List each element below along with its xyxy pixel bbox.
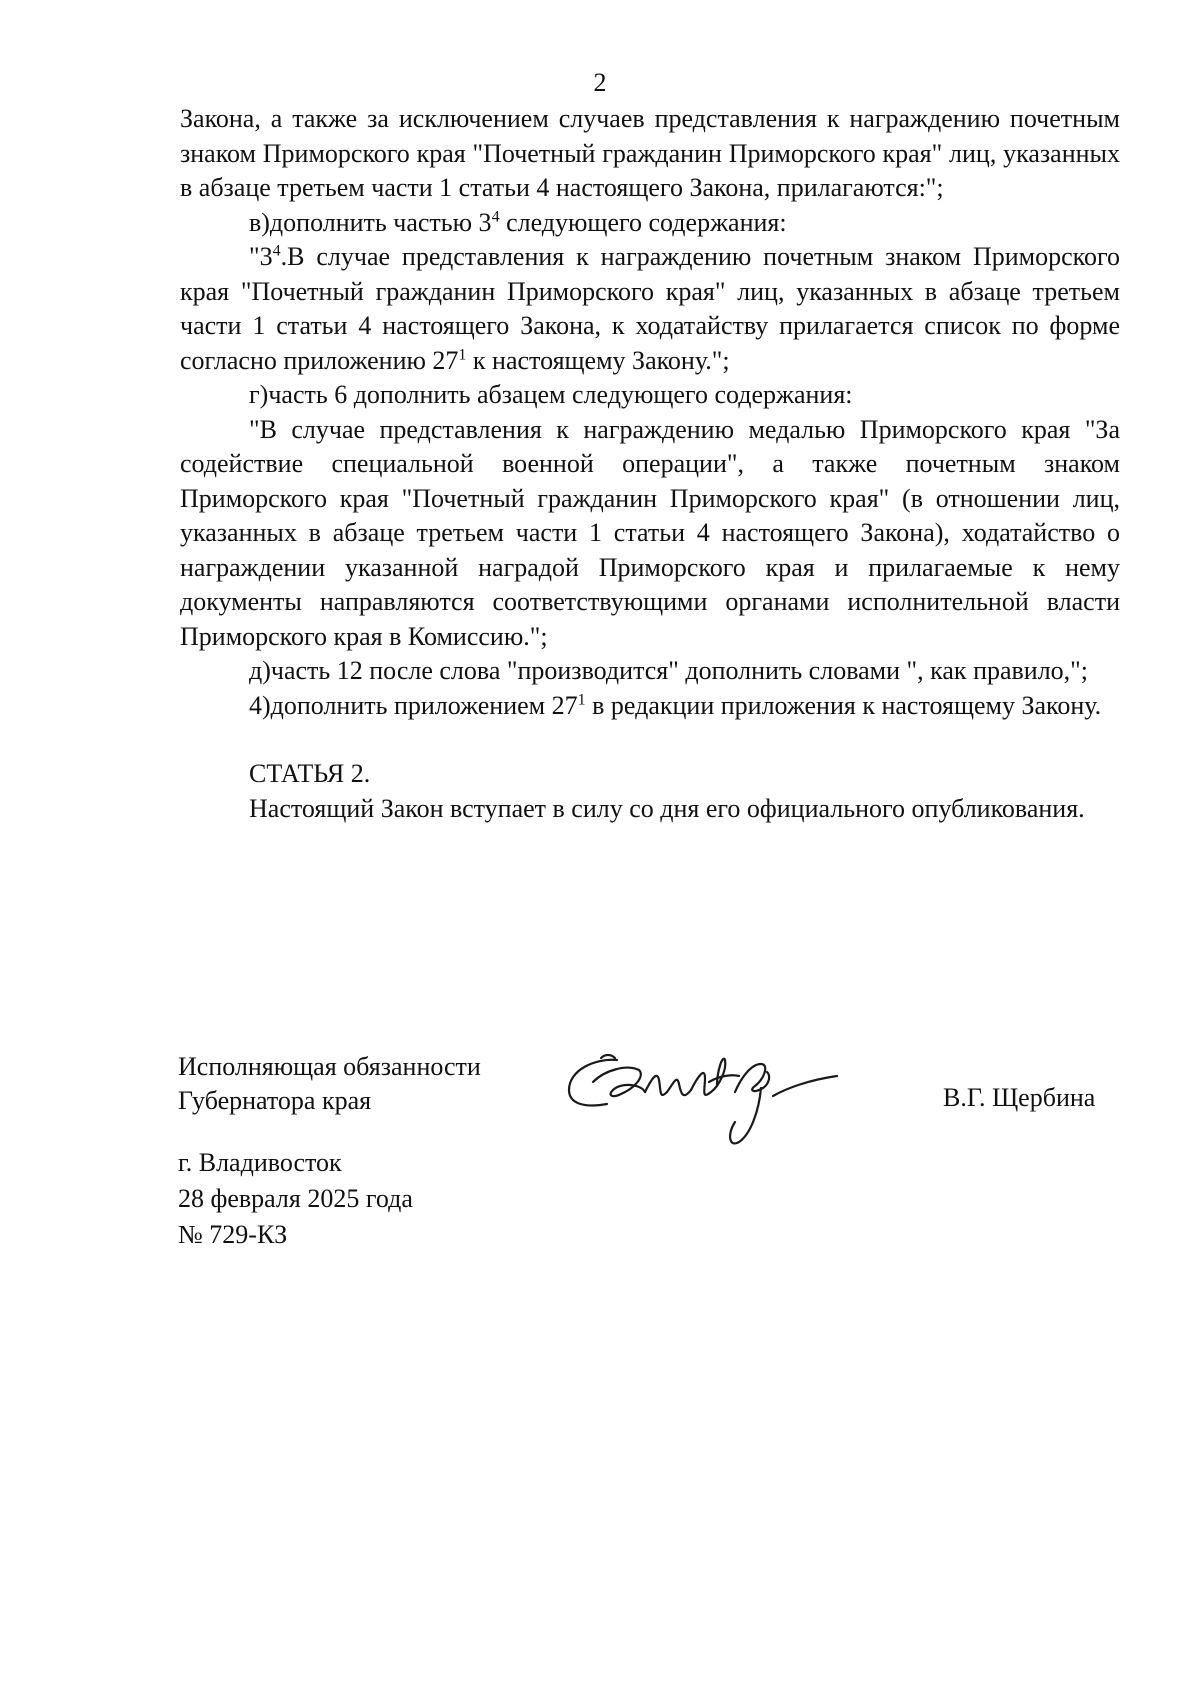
paragraph-text: следующего содержания: <box>499 207 787 237</box>
signatory-title-line1: Исполняющая обязанности <box>178 1052 481 1081</box>
paragraph-new-abzac <box>180 413 1120 655</box>
paragraph-part-3-4 <box>180 240 1120 378</box>
paragraph-text: в редакции приложения к настоящему Закону. <box>585 690 1102 720</box>
document-body <box>180 102 1120 826</box>
superscript: 4 <box>491 207 500 225</box>
handwritten-signature <box>555 1030 865 1170</box>
superscript: 1 <box>458 345 467 363</box>
place-date-block <box>178 1145 413 1253</box>
paragraph-text: к настоящему Закону."; <box>466 345 730 375</box>
article-heading: СТАТЬЯ 2. <box>249 759 371 788</box>
signatory-title <box>178 1050 481 1118</box>
paragraph-amendment-v <box>180 206 1120 241</box>
page-number: 2 <box>593 68 607 97</box>
signatory-title-line2: Губернатора края <box>178 1086 372 1115</box>
superscript: 4 <box>272 242 281 260</box>
paragraph-text: в)дополнить частью 3 <box>249 207 492 237</box>
article-text: Настоящий Закон вступает в силу со дня его официального опубликования. <box>249 793 1085 823</box>
paragraph-text: д)часть 12 после слова "производится" дополнить словами ", как правило,"; <box>249 656 1089 685</box>
paragraph-amendment-g <box>180 378 1120 413</box>
paragraph-text: "В случае представления к награждению медалью Приморского края "За содействие специальной военной операции", а также почетным знаком Приморского края "Почетный гражданин Приморского края" (в отношении лиц, указанных в абзаце третьем части 1 статьи 4 настоящего Закона), ходатайство о награждении указанной наградой Приморского края и прилагаемые к нему документы направляются соответствующими органами исполнительной власти Приморского края в Комиссию."; <box>180 414 1120 651</box>
superscript: 1 <box>577 690 586 708</box>
city: г. Владивосток <box>178 1148 342 1177</box>
law-number: № 729-КЗ <box>178 1220 288 1249</box>
paragraph-text: 4)дополнить приложением 27 <box>249 690 578 720</box>
paragraph-text: .В случае представления к награждению почетным знаком Приморского края "Почетный гражданин Приморского края" лиц, указанных в абзаце третьем части 1 статьи 4 настоящего Закона, к ходатайству прилагается список по форме согласно приложению 27 <box>180 242 1120 375</box>
paragraph-text: "3 <box>249 242 273 271</box>
law-date: 28 февраля 2025 года <box>178 1184 413 1213</box>
paragraph-item-4 <box>180 689 1120 724</box>
paragraph-amendment-d <box>180 654 1120 689</box>
paragraph-text: Закона, а также за исключением случаев представления к награждению почетным знаком Приморского края "Почетный гражданин Приморского края" лиц, указанных в абзаце третьем части 1 статьи 4 настоящего Закона, прилагаются:"; <box>180 104 1120 202</box>
paragraph-continuation <box>180 102 1120 206</box>
paragraph-text: г)часть 6 дополнить абзацем следующего содержания: <box>249 380 853 409</box>
signatory-name: В.Г. Щербина <box>943 1083 1096 1112</box>
